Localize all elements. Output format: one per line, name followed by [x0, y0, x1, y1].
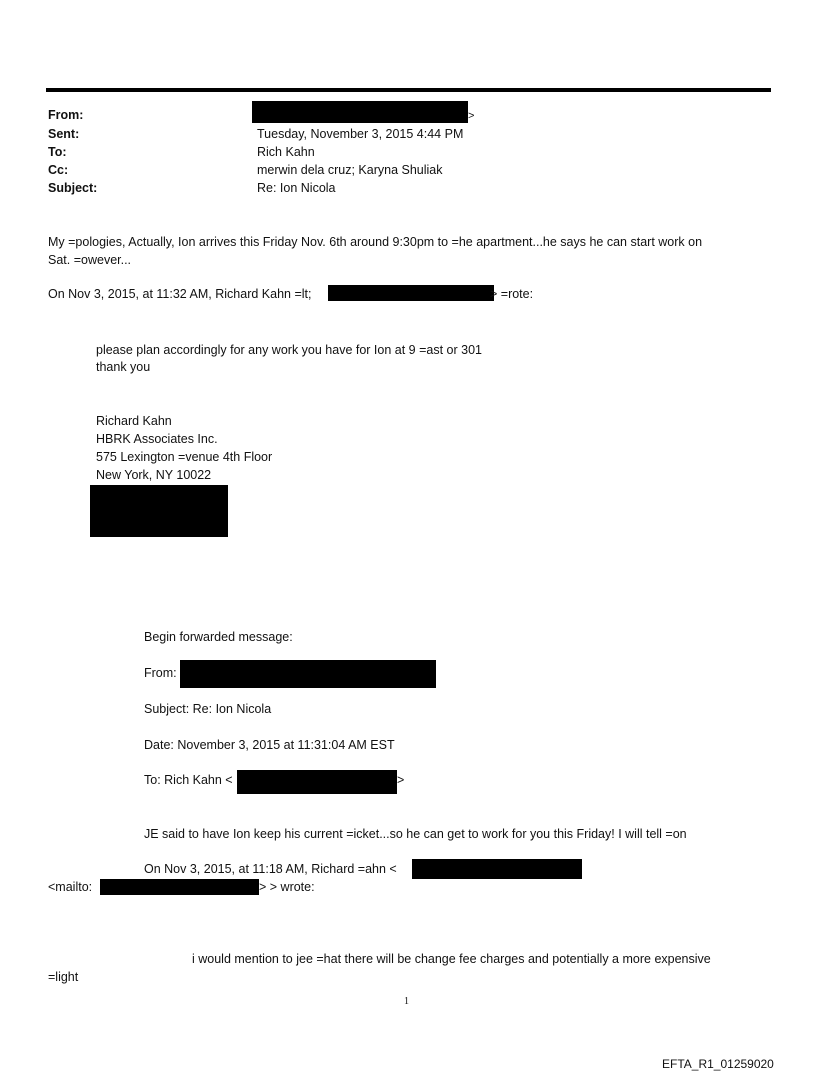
nested-line1: i would mention to jee =hat there will be change fee charges and potentially a more expensive [192, 952, 711, 966]
redacted-from-address [252, 101, 468, 123]
forward-subject: Subject: Re: Ion Nicola [144, 702, 272, 716]
to-label: To: [48, 145, 67, 159]
signature-address: 575 Lexington =venue 4th Floor [96, 450, 273, 464]
forward-from-label: From: [144, 666, 177, 680]
quote-intro-prefix: On Nov 3, 2015, at 11:32 AM, Richard Kahn =lt; [48, 287, 312, 301]
subject-value: Re: Ion Nicola [257, 181, 336, 195]
cc-label: Cc: [48, 163, 69, 177]
forward-begin: Begin forwarded message: [144, 630, 293, 644]
quoted-line2: thank you [96, 360, 151, 374]
forward-date: Date: November 3, 2015 at 11:31:04 AM EST [144, 738, 395, 752]
signature-city: New York, NY 10022 [96, 468, 212, 482]
from-suffix: > [468, 110, 475, 122]
redacted-signature-contact [90, 485, 228, 537]
document-id: EFTA_R1_01259020 [662, 1057, 774, 1071]
from-label: From: [48, 108, 84, 122]
mailto-prefix: <mailto: [48, 880, 93, 894]
cc-value: merwin dela cruz; Karyna Shuliak [257, 163, 443, 177]
header-rule [46, 88, 771, 92]
signature-company: HBRK Associates Inc. [96, 432, 218, 446]
to-value: Rich Kahn [257, 145, 315, 159]
subject-label: Subject: [48, 181, 98, 195]
redacted-quote-email [328, 285, 494, 301]
page-number: 1 [404, 996, 409, 1007]
sent-value: Tuesday, November 3, 2015 4:44 PM [257, 127, 464, 141]
quoted-line1: please plan accordingly for any work you have for Ion at 9 =ast or 301 [96, 343, 482, 357]
body-para1-line2: Sat. =owever... [48, 253, 132, 267]
nested-line2: =light [48, 970, 79, 984]
quote-intro-suffix: > =rote: [490, 287, 534, 301]
redacted-forward-to [237, 770, 397, 794]
sent-label: Sent: [48, 127, 80, 141]
body-para1-line1: My =pologies, Actually, Ion arrives this Friday Nov. 6th around 9:30pm to =he apartment...he says he can start work on [48, 235, 703, 249]
forward-to-prefix: To: Rich Kahn < [144, 773, 233, 787]
signature-name: Richard Kahn [96, 414, 172, 428]
forward-to-suffix: > [397, 773, 405, 787]
forward-je-line: JE said to have Ion keep his current =icket...so he can get to work for you this Friday! I will tell =on [144, 827, 687, 841]
nested-intro: On Nov 3, 2015, at 11:18 AM, Richard =ahn < [144, 862, 397, 876]
redacted-nested-email [412, 859, 582, 879]
redacted-forward-from [180, 660, 436, 688]
mailto-suffix: > > wrote: [259, 880, 315, 894]
redacted-mailto-address [100, 879, 259, 895]
